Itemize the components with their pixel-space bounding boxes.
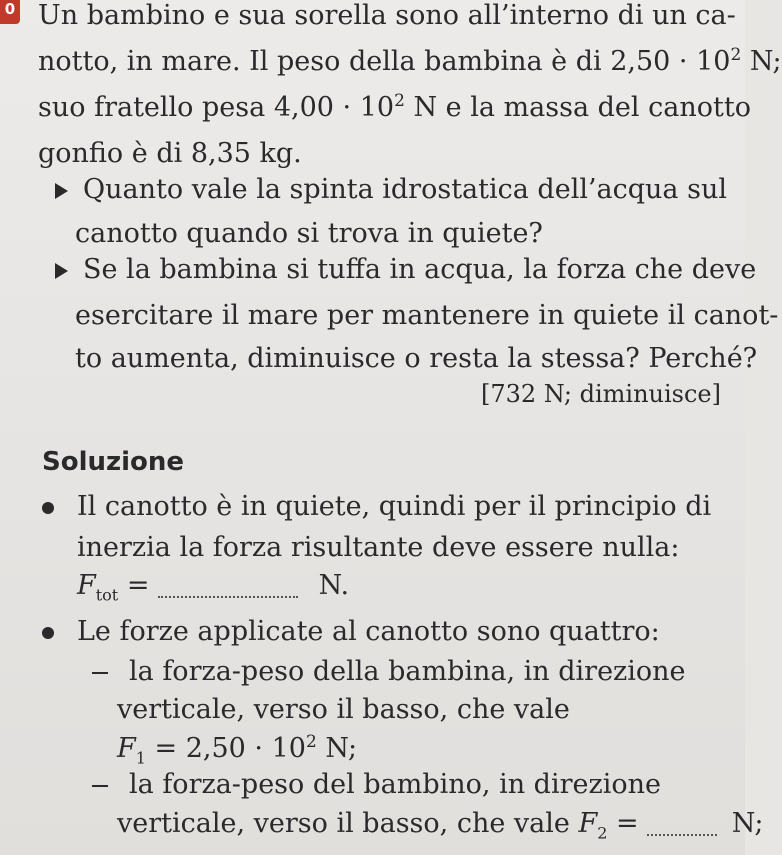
- problem-line-3: [38, 90, 751, 126]
- item-2-dash-icon: [92, 785, 108, 787]
- question-1-line-2: canotto quando si trova in quiete?: [75, 218, 543, 249]
- problem-line-3-text: suo fratello pesa: [38, 92, 274, 123]
- girl-weight-value: 2,50 · 10: [610, 46, 731, 77]
- question-2-line-1: Se la bambina si tuffa in acqua, la forza che deve: [83, 254, 757, 285]
- solution-heading: Soluzione: [42, 447, 185, 477]
- f2-unit: N;: [731, 808, 764, 839]
- question-2-arrow-icon: [55, 263, 68, 279]
- girl-weight-unit: N;: [741, 46, 782, 77]
- question-2-line-3: to aumenta, diminuisce o resta la stessa? Perché?: [75, 343, 758, 374]
- boy-weight-value: 4,00 · 10: [273, 92, 395, 123]
- item-1-line-1: la forza-peso della bambina, in direzione: [129, 656, 686, 687]
- bullet-2-dot-icon: [42, 627, 54, 639]
- bullet-2-line: Le forze applicate al canotto sono quattro:: [77, 616, 660, 647]
- f2-symbol: F: [578, 808, 598, 839]
- problem-number-badge: 0: [0, 0, 20, 24]
- problem-line-4: gonfio è di 8,35 kg.: [38, 138, 302, 169]
- boy-weight-unit: N e la massa del canotto: [404, 92, 751, 123]
- question-1-line-1: Quanto vale la spinta idrostatica dell’acqua sul: [83, 174, 727, 205]
- answer-key: [732 N; diminuisce]: [480, 380, 721, 408]
- f1-unit: N;: [316, 733, 358, 764]
- ftot-unit: N.: [318, 570, 350, 601]
- f2-subscript: 2: [597, 823, 608, 843]
- f1-symbol: F: [117, 733, 136, 764]
- problem-line-2: [38, 44, 782, 80]
- f2-equals: =: [607, 808, 648, 839]
- f1-value: = 2,50 · 10: [145, 733, 306, 764]
- item-2-line-2: [117, 806, 764, 842]
- girl-weight-exponent: 2: [730, 45, 742, 65]
- ftot-equals: =: [118, 570, 159, 601]
- f1-exponent: 2: [305, 732, 317, 752]
- item-1-dash-icon: [92, 672, 108, 674]
- ftot-symbol: F: [77, 570, 96, 601]
- bullet-1-dot-icon: [42, 502, 54, 514]
- item-2-line-1: la forza-peso del bambino, in direzione: [129, 769, 661, 800]
- f2-answer-blank[interactable]: [647, 810, 717, 836]
- problem-line-1: Un bambino e sua sorella sono all’interno di un ca-: [38, 0, 736, 31]
- item-2-line-2-text: verticale, verso il basso, che vale: [117, 808, 579, 839]
- boy-weight-exponent: 2: [394, 91, 405, 111]
- f1-subscript: 1: [135, 748, 146, 768]
- bullet-1-line-2: inerzia la forza risultante deve essere nulla:: [77, 532, 680, 563]
- problem-line-2-text: notto, in mare. Il peso della bambina è di: [38, 46, 611, 77]
- ftot-subscript: tot: [95, 585, 119, 605]
- bullet-1-line-1: Il canotto è in quiete, quindi per il principio di: [77, 491, 712, 522]
- ftot-equation: [77, 568, 349, 604]
- item-1-line-2: verticale, verso il basso, che vale: [117, 694, 570, 725]
- f1-equation: [117, 731, 357, 767]
- question-2-line-2: esercitare il mare per mantenere in quiete il canot-: [75, 300, 779, 331]
- ftot-answer-blank[interactable]: [158, 572, 298, 598]
- question-1-arrow-icon: [55, 183, 68, 199]
